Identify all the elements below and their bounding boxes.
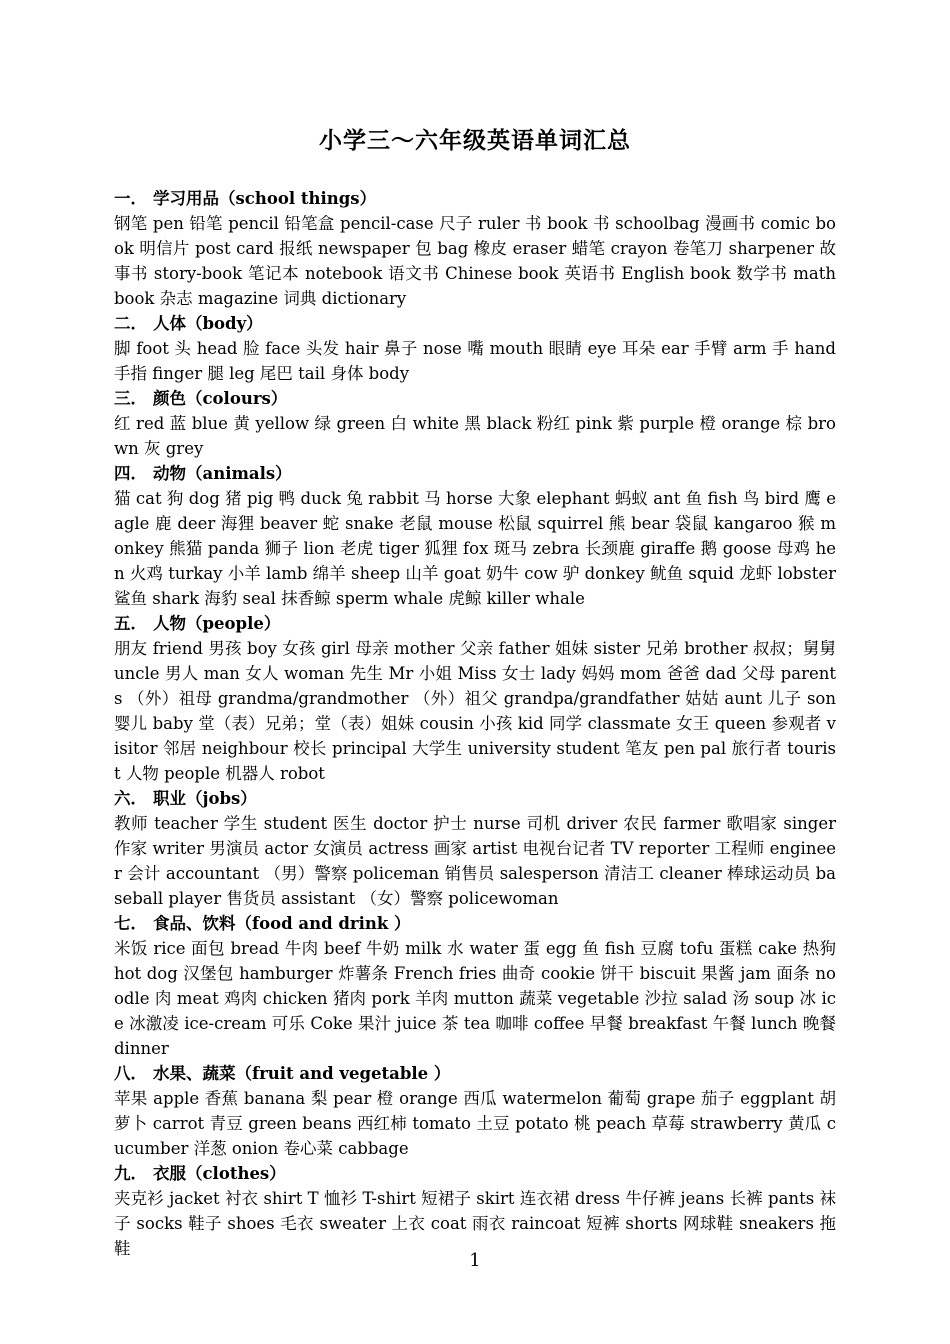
section-number: 一． [114, 189, 147, 208]
section-body: 朋友 friend 男孩 boy 女孩 girl 母亲 mother 父亲 father 姐妹 sister 兄弟 brother 叔叔；舅舅 uncle 男人 man 女人 woman 先生 Mr 小姐 Miss 女士 lady 妈妈 mom 爸爸 dad 父母 parents （外）祖母 grandma/grandmother （外）祖父 grandpa/grandfather 姑姑 aunt 儿子 son 婴儿 baby 堂（表）兄弟；堂（表）姐妹 cousin 小孩 kid 同学 classmate 女王 queen 参观者 visitor 邻居 neighbour 校长 principal 大学生 university student 笔友 pen pal 旅行者 tourist 人物 people 机器人 robot [114, 639, 836, 783]
section-heading-text: 人物（people） [153, 614, 281, 633]
section-heading [114, 386, 836, 411]
section-number: 三． [114, 389, 147, 408]
section-animals [114, 461, 836, 611]
section-number: 二． [114, 314, 147, 333]
section-heading [114, 1061, 836, 1086]
section-colours [114, 386, 836, 461]
section-heading-text: 学习用品（school things） [153, 189, 377, 208]
page-number: 1 [469, 1250, 481, 1271]
section-heading-text: 颜色（colours） [153, 389, 288, 408]
section-body: 苹果 apple 香蕉 banana 梨 pear 橙 orange 西瓜 watermelon 葡萄 grape 茄子 eggplant 胡萝卜 carrot 青豆 green beans 西红柿 tomato 土豆 potato 桃 peach 草莓 strawberry 黄瓜 cucumber 洋葱 onion 卷心菜 cabbage [114, 1089, 836, 1158]
section-number: 四． [114, 464, 147, 483]
section-people [114, 611, 836, 786]
document-title: 小学三～六年级英语单词汇总 [319, 127, 631, 154]
section-clothes [114, 1161, 836, 1261]
section-number: 九． [114, 1164, 147, 1183]
section-heading-text: 动物（animals） [153, 464, 292, 483]
section-body: 脚 foot 头 head 脸 face 头发 hair 鼻子 nose 嘴 mouth 眼睛 eye 耳朵 ear 手臂 arm 手 hand 手指 finger 腿 leg 尾巴 tail 身体 body [114, 339, 836, 383]
section-number: 七． [114, 914, 147, 933]
section-food-and-drink [114, 911, 836, 1061]
section-number: 五． [114, 614, 147, 633]
section-number: 八． [114, 1064, 147, 1083]
section-body: 红 red 蓝 blue 黄 yellow 绿 green 白 white 黑 black 粉红 pink 紫 purple 橙 orange 棕 brown 灰 grey [114, 414, 836, 458]
section-heading [114, 1161, 836, 1186]
section-number: 六． [114, 789, 147, 808]
section-body: 米饭 rice 面包 bread 牛肉 beef 牛奶 milk 水 water 蛋 egg 鱼 fish 豆腐 tofu 蛋糕 cake 热狗 hot dog 汉堡包 hamburger 炸薯条 French fries 曲奇 cookie 饼干 biscuit 果酱 jam 面条 noodle 肉 meat 鸡肉 chicken 猪肉 pork 羊肉 mutton 蔬菜 vegetable 沙拉 salad 汤 soup 冰 ice 冰激凌 ice-cream 可乐 Coke 果汁 juice 茶 tea 咖啡 coffee 早餐 breakfast 午餐 lunch 晚餐 dinner [114, 939, 836, 1058]
section-body: 夹克衫 jacket 衬衣 shirt T 恤衫 T-shirt 短裙子 skirt 连衣裙 dress 牛仔裤 jeans 长裤 pants 袜子 socks 鞋子 shoes 毛衣 sweater 上衣 coat 雨衣 raincoat 短裤 shorts 网球鞋 sneakers 拖鞋 [114, 1189, 836, 1258]
section-body: 钢笔 pen 铅笔 pencil 铅笔盒 pencil-case 尺子 ruler 书 book 书 schoolbag 漫画书 comic book 明信片 post card 报纸 newspaper 包 bag 橡皮 eraser 蜡笔 crayon 卷笔刀 sharpener 故事书 story-book 笔记本 notebook 语文书 Chinese book 英语书 English book 数学书 math book 杂志 magazine 词典 dictionary [114, 214, 837, 308]
document-content [114, 186, 836, 1261]
section-heading [114, 461, 836, 486]
section-body: 猫 cat 狗 dog 猪 pig 鸭 duck 兔 rabbit 马 horse 大象 elephant 蚂蚁 ant 鱼 fish 鸟 bird 鹰 eagle 鹿 deer 海狸 beaver 蛇 snake 老鼠 mouse 松鼠 squirrel 熊 bear 袋鼠 kangaroo 猴 monkey 熊猫 panda 狮子 lion 老虎 tiger 狐狸 fox 斑马 zebra 长颈鹿 giraffe 鹅 goose 母鸡 hen 火鸡 turkay 小羊 lamb 绵羊 sheep 山羊 goat 奶牛 cow 驴 donkey 鱿鱼 squid 龙虾 lobster 鲨鱼 shark 海豹 seal 抹香鲸 sperm whale 虎鲸 killer whale [114, 489, 836, 608]
section-heading [114, 311, 836, 336]
section-body-parts [114, 311, 836, 386]
section-heading [114, 911, 836, 936]
section-heading [114, 786, 836, 811]
section-school-things [114, 186, 836, 311]
section-heading-text: 人体（body） [153, 314, 263, 333]
section-heading-text: 衣服（clothes） [153, 1164, 286, 1183]
section-body: 教师 teacher 学生 student 医生 doctor 护士 nurse 司机 driver 农民 farmer 歌唱家 singer 作家 writer 男演员 actor 女演员 actress 画家 artist 电视台记者 TV reporter 工程师 engineer 会计 accountant （男）警察 policeman 销售员 salesperson 清洁工 cleaner 棒球运动员 baseball player 售货员 assistant （女）警察 policewoman [114, 814, 836, 908]
section-fruit-and-vegetable [114, 1061, 836, 1161]
section-heading [114, 611, 836, 636]
section-heading-text: 食品、饮料（food and drink ） [153, 914, 411, 933]
section-heading-text: 水果、蔬菜（fruit and vegetable ） [153, 1064, 451, 1083]
section-jobs [114, 786, 836, 911]
section-heading [114, 186, 836, 211]
section-heading-text: 职业（jobs） [153, 789, 257, 808]
